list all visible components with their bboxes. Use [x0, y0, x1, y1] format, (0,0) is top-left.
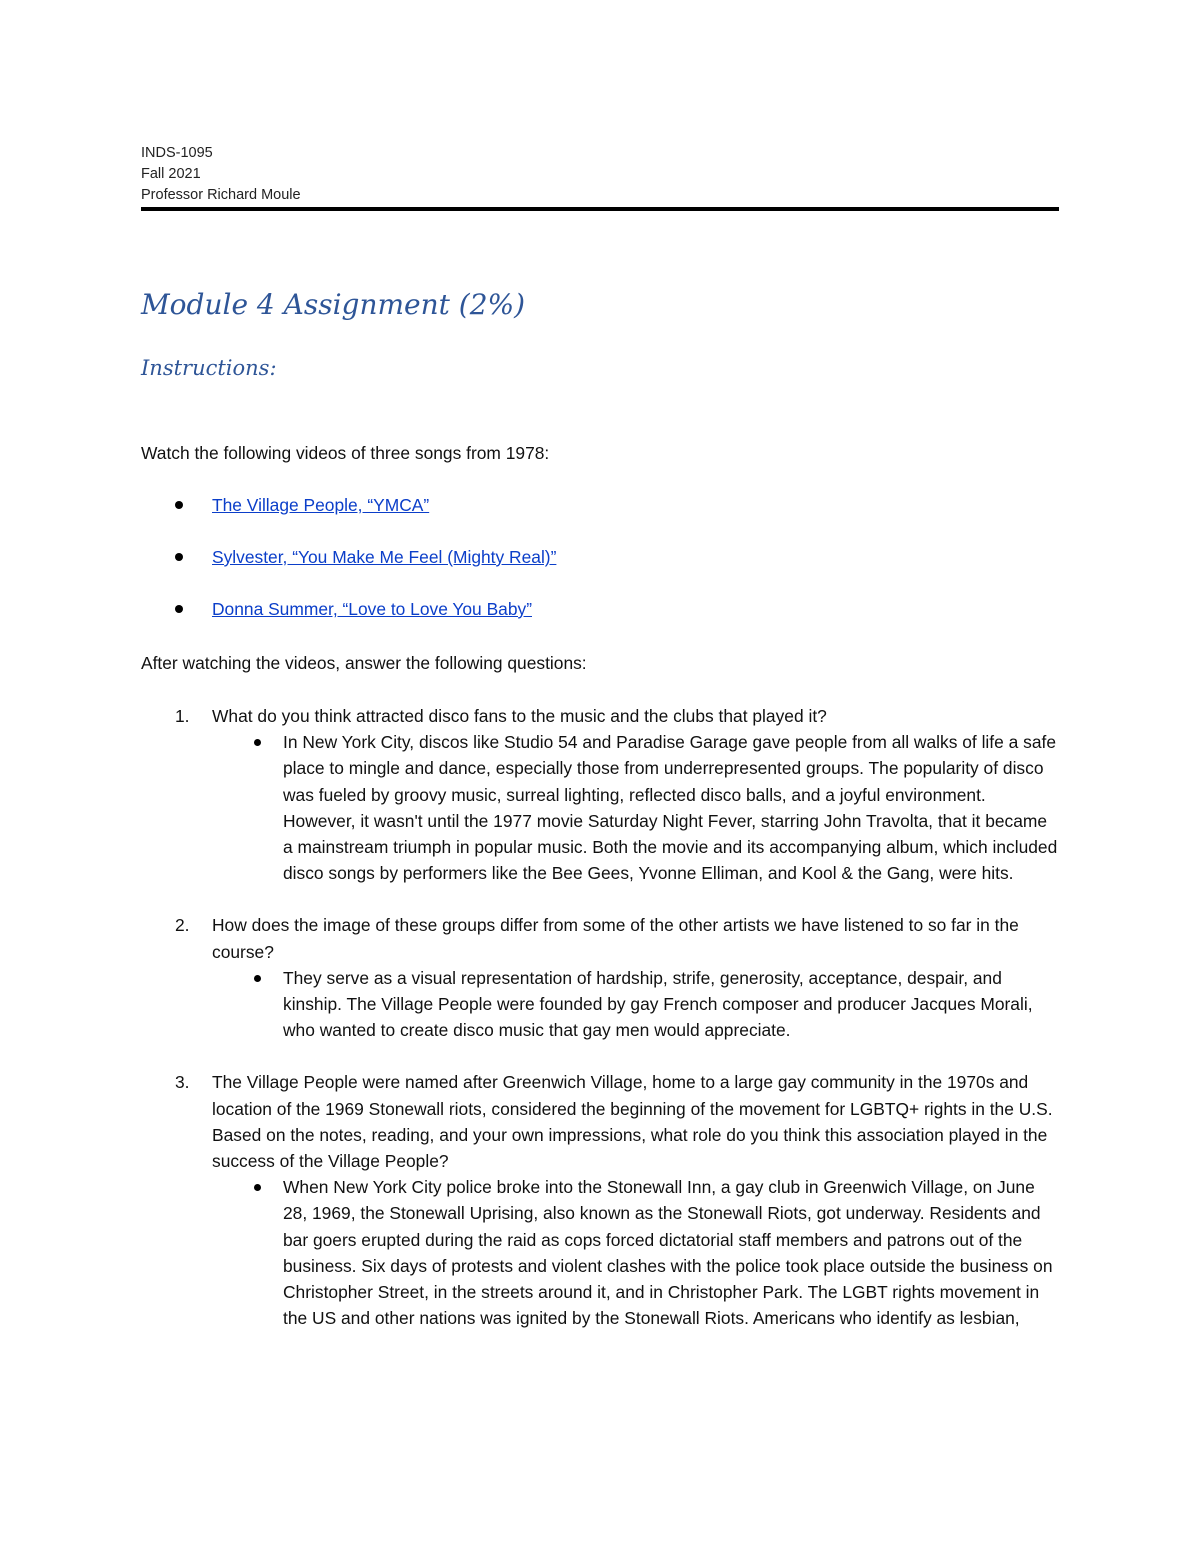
question-text: How does the image of these groups differ from some of the other artists we have listened to so far in the course? — [212, 915, 1019, 962]
bullet-icon — [175, 501, 183, 509]
answer-item — [212, 1174, 1059, 1331]
intro-text: Watch the following videos of three songs from 1978: — [141, 443, 550, 463]
answer-item — [212, 965, 1059, 1044]
question-list — [141, 703, 1059, 1357]
instructions-heading: Instructions: — [141, 356, 277, 380]
header-rule — [141, 207, 1059, 211]
question-number: 1. — [175, 706, 190, 726]
answer-text: When New York City police broke into the Stonewall Inn, a gay club in Greenwich Village, on June 28, 1969, the Stonewall Uprising, also known as the Stonewall Riots, got underway. Residents and bar goers erupted during the raid as cops forced dictatorial staff members and patrons out of the business. Six days of protests and violent clashes with the police took place outside the business on Christopher Street, in the streets around it, and in Christopher Park. The LGBT rights movement in the US and other nations was ignited by the Stonewall Riots. Americans who identify as lesbian, — [283, 1177, 1053, 1329]
document-header — [141, 143, 301, 206]
question-item — [141, 912, 1059, 1043]
bullet-icon — [254, 1184, 261, 1191]
professor-name: Professor Richard Moule — [141, 187, 301, 203]
answer-item — [212, 729, 1059, 886]
question-item — [141, 1069, 1059, 1331]
list-item — [141, 544, 1041, 570]
list-item — [141, 492, 1041, 518]
course-code: INDS-1095 — [141, 145, 213, 161]
question-text: What do you think attracted disco fans to the music and the clubs that played it? — [212, 706, 827, 726]
bullet-icon — [175, 553, 183, 561]
question-text: The Village People were named after Greenwich Village, home to a large gay community in the 1970s and location of the 1969 Stonewall riots, considered the beginning of the movement for LGBTQ+ rights in the U.S. Based on the notes, reading, and your own impressions, what role do you think this association played in the success of the Village People? — [212, 1072, 1053, 1172]
bullet-icon — [175, 605, 183, 613]
question-number: 2. — [175, 915, 190, 936]
answer-text: In New York City, discos like Studio 54 and Paradise Garage gave people from all walks of life a safe place to mingle and dance, especially those from underrepresented groups. The popularity of disco was fueled by groovy music, surreal lighting, reflected disco balls, and a joyful environment. However, it wasn't until the 1977 movie Saturday Night Fever, starring John Travolta, that it became a mainstream triumph in popular music. Both the movie and its accompanying album, which included disco songs by performers like the Bee Gees, Yvonne Elliman, and Kool & the Gang, were hits. — [283, 732, 1058, 884]
term: Fall 2021 — [141, 166, 201, 182]
video-link-list — [141, 492, 1041, 648]
list-item — [141, 596, 1041, 622]
bullet-icon — [254, 975, 261, 982]
answer-text: They serve as a visual representation of hardship, strife, generosity, acceptance, despair, and kinship. The Village People were founded by gay French composer and producer Jacques Morali, who wanted to create disco music that gay men would appreciate. — [283, 967, 1033, 1041]
video-link-ymca[interactable]: The Village People, “YMCA” — [212, 495, 430, 515]
question-number: 3. — [175, 1072, 190, 1093]
question-item — [141, 703, 1059, 886]
video-link-sylvester[interactable]: Sylvester, “You Make Me Feel (Mighty Real)” — [212, 547, 557, 567]
questions-intro-text: After watching the videos, answer the following questions: — [141, 653, 587, 673]
bullet-icon — [254, 739, 261, 746]
page-title: Module 4 Assignment (2%) — [141, 288, 526, 321]
video-link-donna-summer[interactable]: Donna Summer, “Love to Love You Baby” — [212, 599, 532, 619]
